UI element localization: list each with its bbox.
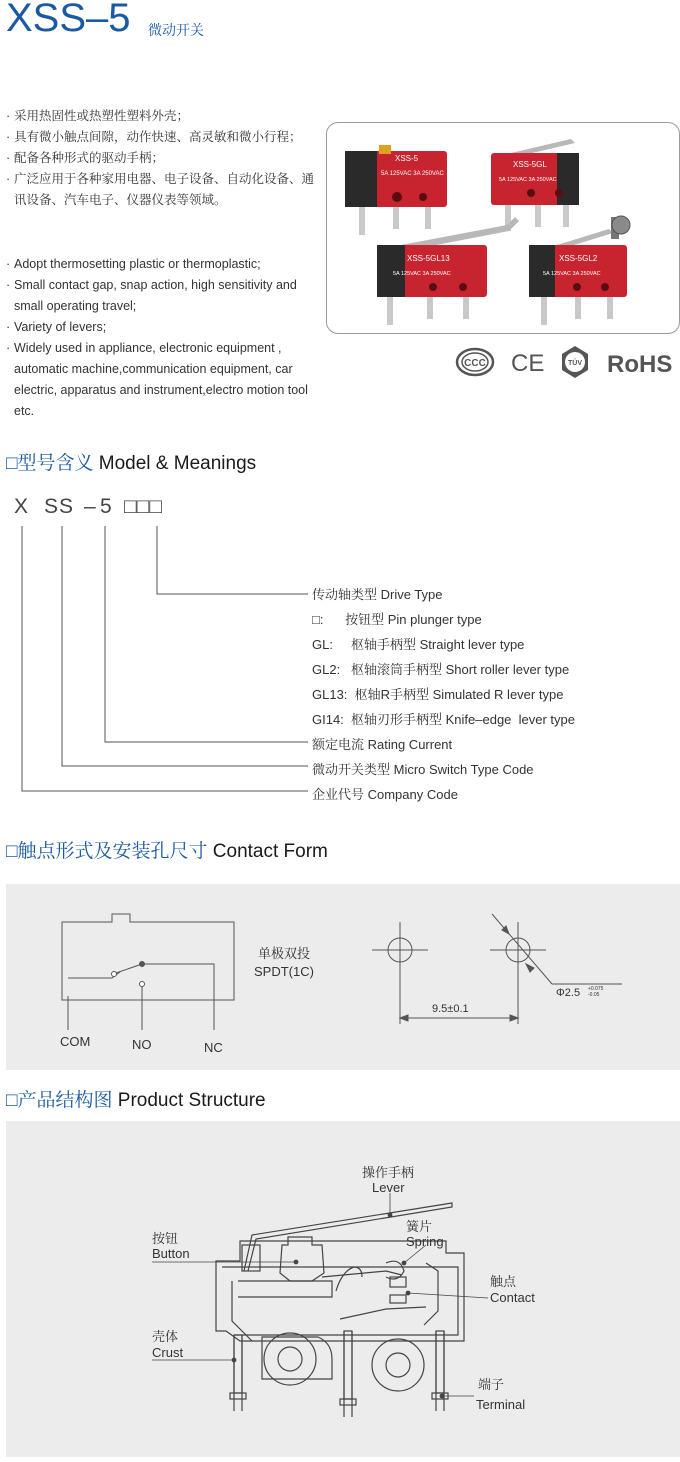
spring-label-en: Spring (406, 1234, 444, 1249)
ce-icon (511, 350, 544, 377)
product-label: XSS-5GL13 (407, 254, 450, 263)
features-en (6, 254, 322, 422)
ccc-icon (457, 349, 493, 375)
product-label: XSS-5GL2 (559, 254, 598, 263)
product-label: XSS-5GL (513, 160, 547, 169)
meaning-item: 传动轴类型 Drive Type (312, 587, 443, 602)
product-rating: 5A 125VAC 3A 250VAC (499, 177, 557, 183)
contact-label-cn: 触点 (490, 1274, 517, 1289)
section-title-en: Product Structure (117, 1090, 266, 1111)
features-cn (6, 106, 316, 211)
rohs-icon (607, 351, 672, 378)
section-title-cn: 产品结构图 (17, 1090, 113, 1111)
structure-diagram (6, 1121, 680, 1457)
model-leader-lines (0, 520, 320, 810)
spring-label-cn: 簧片 (406, 1219, 433, 1234)
contact-label-en: Contact (490, 1290, 535, 1305)
product-rating: 5A 125VAC 3A 250VAC (381, 171, 444, 177)
feature-item: · 具有微小触点间隙，动作快速、高灵敏和微小行程； (6, 127, 316, 148)
no-label: NO (132, 1037, 152, 1052)
meanings-list (312, 587, 672, 812)
page-title: XSS–5 (6, 0, 131, 40)
code-company: X (14, 495, 30, 518)
section-box-icon: □ (6, 841, 18, 862)
product-label: XSS-5 (395, 154, 419, 163)
section-title-en: Contact Form (212, 841, 328, 862)
feature-item: · Adopt thermosetting plastic or thermoplastic; (6, 254, 322, 275)
page-subtitle: 微动开关 (148, 22, 204, 38)
certification-logos (455, 340, 675, 384)
section-title-en: Model & Meanings (98, 453, 257, 474)
section-box-icon: □ (6, 1090, 18, 1111)
meaning-item: 企业代号 Company Code (312, 787, 458, 802)
structure-panel (6, 1121, 680, 1457)
terminal-label-en: Terminal (476, 1397, 526, 1412)
switch-xss5gl (491, 139, 579, 231)
com-label: COM (60, 1034, 91, 1049)
feature-item: · 广泛应用于各种家用电器、电子设备、自动化设备、通讯设备、汽车电子、仪器仪表等领域。 (6, 169, 316, 211)
product-rating: 5A 125VAC 3A 250VAC (393, 271, 451, 277)
contact-type-en: SPDT(1C) (254, 964, 314, 979)
hole-tol-minus: -0.05 (588, 992, 600, 998)
meaning-item: □: 按钮型 Pin plunger type (312, 612, 482, 627)
tuv-icon (562, 346, 588, 378)
product-photo (326, 122, 680, 334)
section-title-cn: 触点形式及安装孔尺寸 (17, 841, 208, 862)
crust-label-en: Crust (152, 1345, 184, 1360)
product-rating: 5A 125VAC 3A 250VAC (543, 271, 601, 277)
crust-label-cn: 壳体 (152, 1329, 179, 1344)
meaning-item: GL: 枢轴手柄型 Straight lever type (312, 637, 525, 652)
feature-item: · 配备各种形式的驱动手柄； (6, 148, 316, 169)
feature-item: · 采用热固性或热塑性塑料外壳； (6, 106, 316, 127)
hole-spacing: 9.5±0.1 (432, 1003, 469, 1015)
feature-item: · Variety of levers; (6, 317, 322, 338)
model-code (14, 495, 214, 523)
contact-type-cn: 单极双投 (258, 946, 311, 961)
meaning-item: GL13: 枢轴R手柄型 Simulated R lever type (312, 687, 564, 702)
section-heading-structure (6, 1085, 266, 1112)
meaning-item: 微动开关类型 Micro Switch Type Code (312, 762, 534, 777)
code-type: SS (44, 495, 75, 518)
svg-text:CE: CE (511, 350, 545, 377)
feature-item: · Small contact gap, snap action, high sensitivity and small operating travel; (6, 275, 322, 317)
switch-xss5gl13 (377, 217, 519, 325)
hole-tol-plus: +0.075 (588, 986, 604, 992)
switch-xss5gl2 (529, 216, 630, 325)
button-label-en: Button (152, 1246, 190, 1261)
switch-outline (62, 914, 234, 1030)
nc-label: NC (204, 1040, 223, 1055)
section-heading-contact (6, 836, 328, 863)
meaning-item: GI14: 枢轴刃形手柄型 Knife–edge lever type (312, 712, 575, 727)
mounting-holes (372, 914, 622, 1024)
section-title-cn: 型号含义 (17, 453, 94, 474)
lever-label-cn: 操作手柄 (362, 1165, 415, 1180)
code-dash: – (84, 495, 97, 518)
code-current: 5 (100, 495, 113, 518)
switch-xss5 (345, 145, 447, 235)
meaning-item: GL2: 枢轴滚筒手柄型 Short roller lever type (312, 662, 570, 677)
contact-form-diagram (6, 884, 680, 1070)
section-box-icon: □ (6, 453, 18, 474)
hole-diameter: Φ2.5 (556, 987, 581, 999)
svg-text:CCC: CCC (464, 358, 486, 369)
lever-label-en: Lever (372, 1180, 405, 1195)
button-label-cn: 按钮 (152, 1231, 179, 1246)
contact-form-panel (6, 884, 680, 1070)
svg-text:RoHS: RoHS (607, 351, 673, 378)
svg-text:TÜV: TÜV (568, 360, 582, 367)
terminal-label-cn: 端子 (478, 1377, 505, 1392)
feature-item: · Widely used in appliance, electronic equipment , automatic machine,communication equipment, car electric, apparatus and instrument,electro motion tool etc. (6, 338, 322, 422)
product-photo-illustration (327, 123, 679, 333)
code-drive: □□□ (124, 495, 163, 518)
section-heading-model (6, 448, 256, 475)
meaning-item: 额定电流 Rating Current (312, 737, 453, 752)
